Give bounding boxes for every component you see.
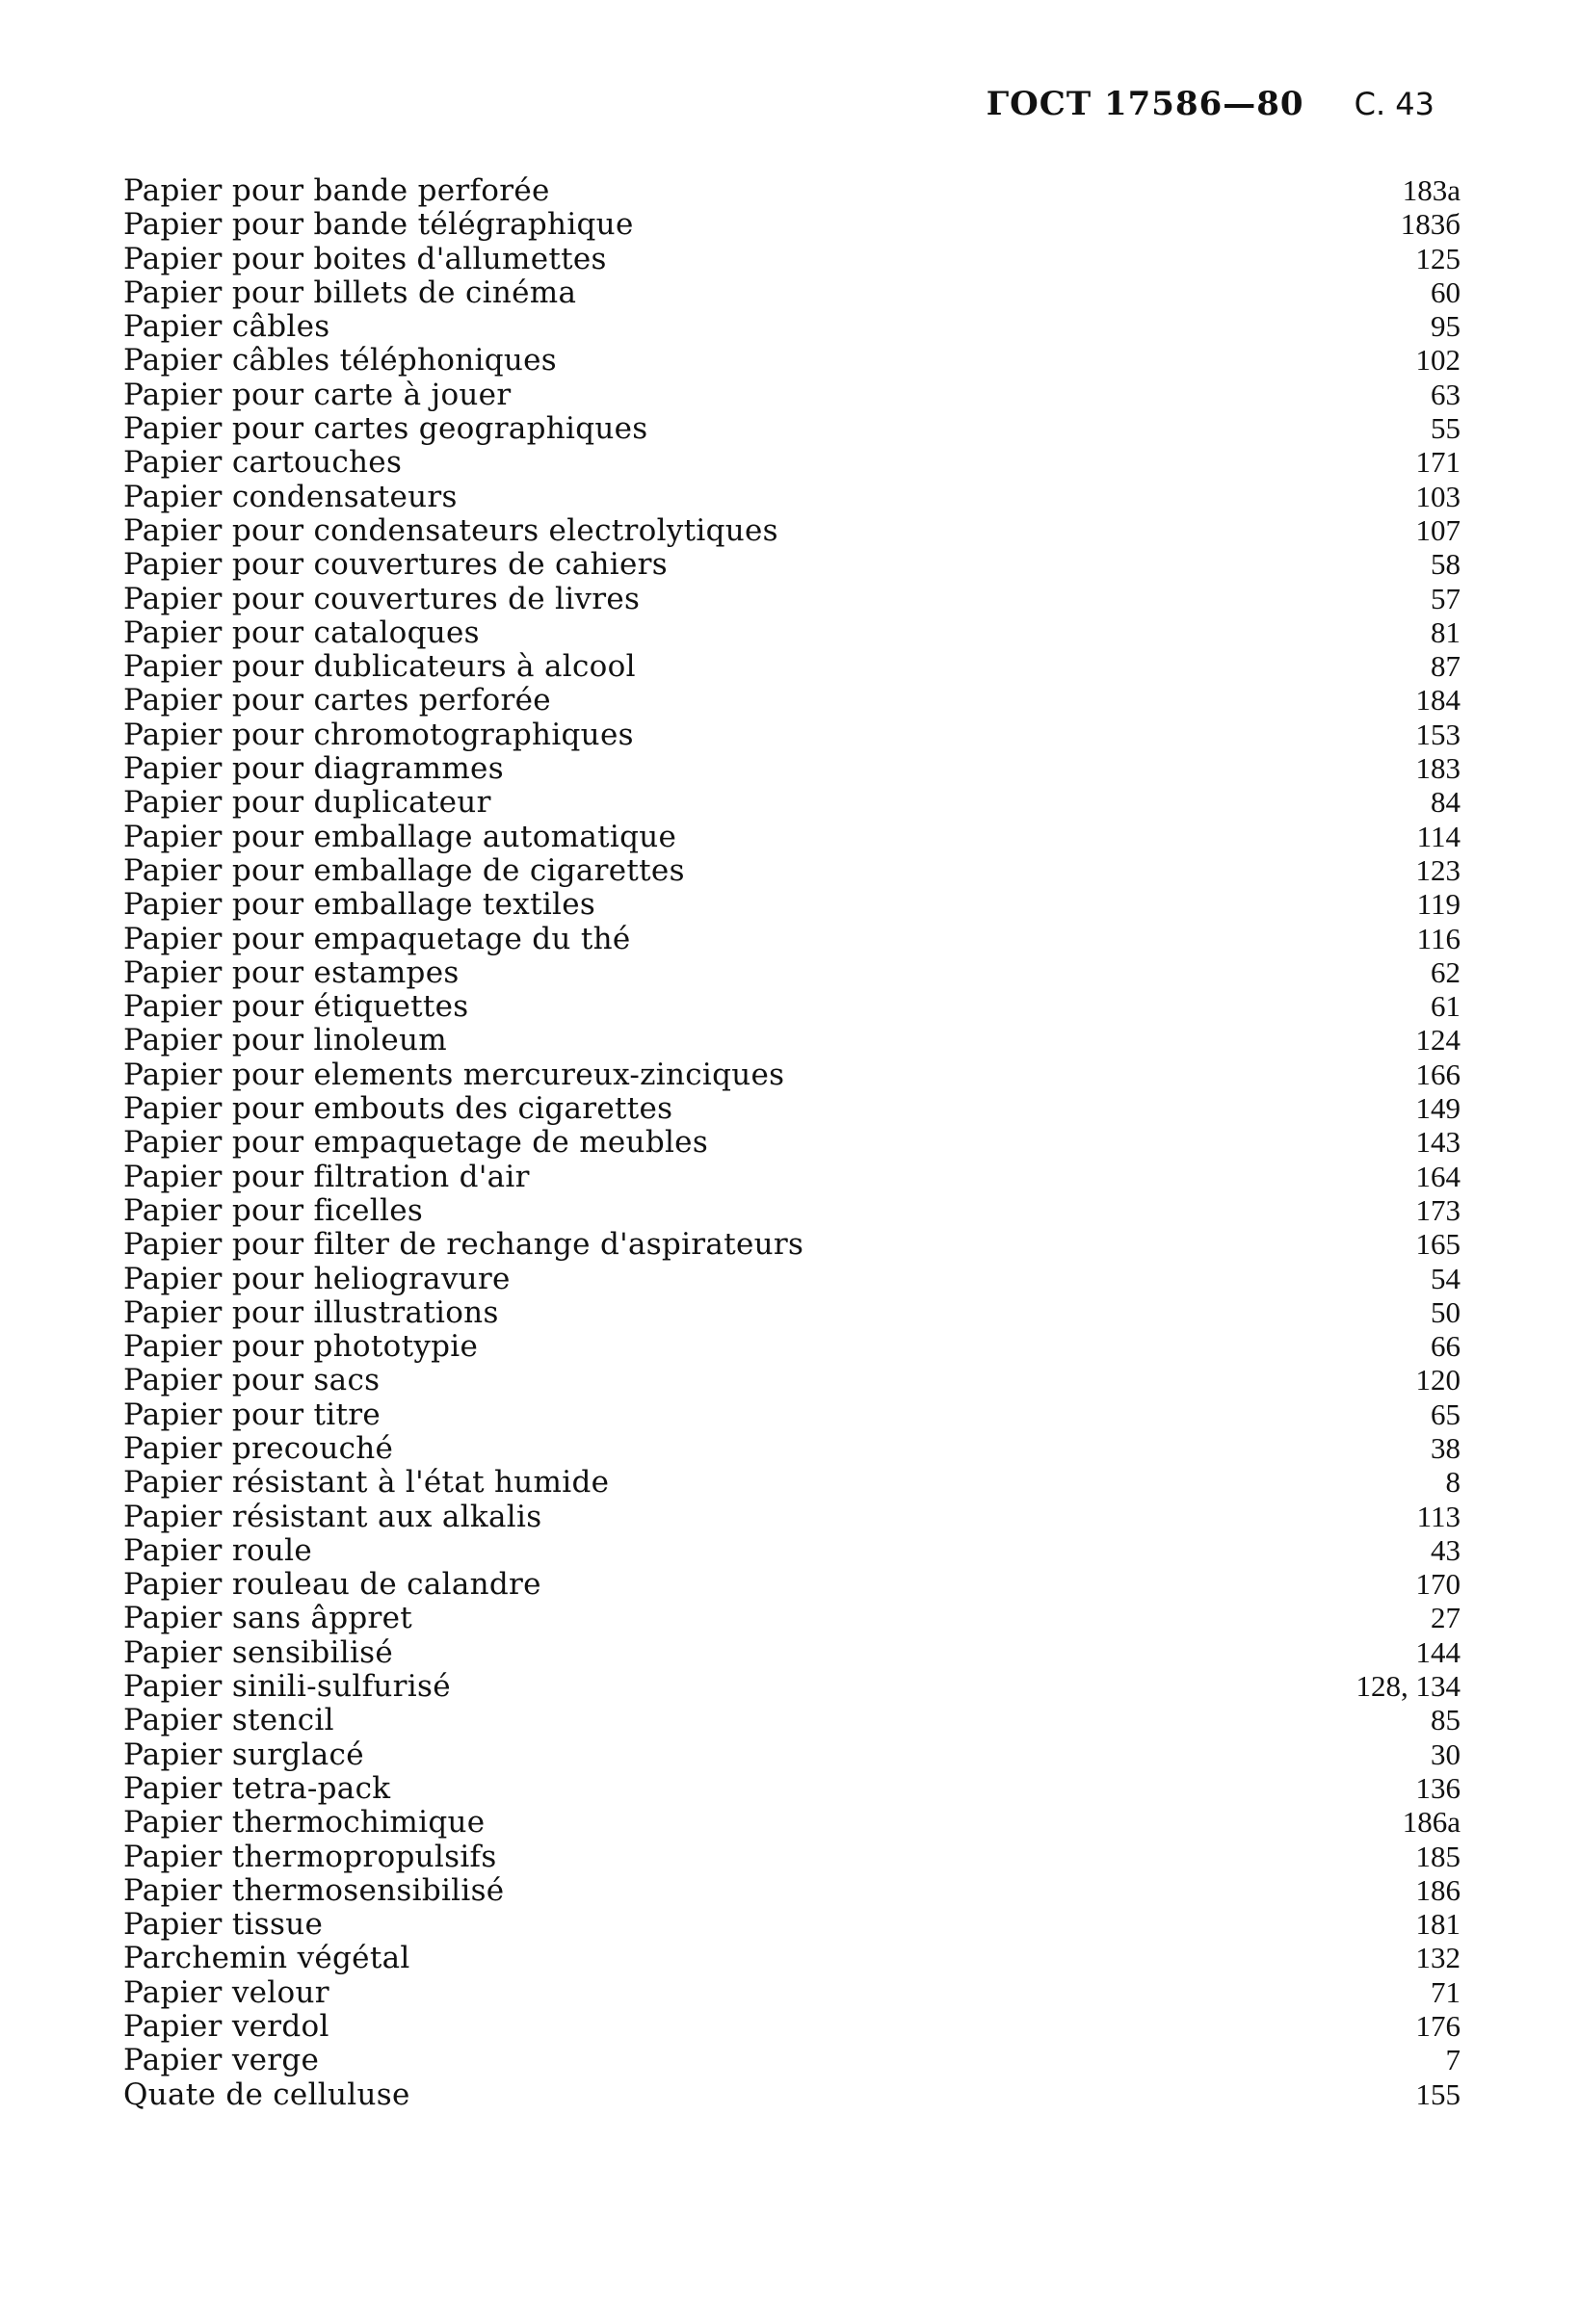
index-entry	[123, 1669, 1461, 1703]
index-entry	[123, 1431, 1461, 1465]
index-term: Papier pour étiquettes	[123, 989, 469, 1025]
index-reference-number: 85	[1431, 1703, 1461, 1737]
index-reference-number: 124	[1415, 1023, 1461, 1058]
index-entry	[123, 649, 1461, 683]
index-term: Papier câbles	[123, 309, 330, 345]
index-reference-number: 50	[1431, 1294, 1461, 1329]
index-term: Papier thermosensibilisé	[123, 1872, 505, 1908]
index-term: Papier pour couvertures de cahiers	[123, 547, 668, 583]
index-term: Papier sans âppret	[123, 1601, 413, 1636]
index-reference-number: 153	[1415, 717, 1461, 751]
index-entry	[123, 582, 1461, 615]
index-reference-number: 181	[1415, 1907, 1461, 1942]
index-entry	[123, 853, 1461, 887]
index-reference-number: 173	[1415, 1192, 1461, 1227]
index-term: Papier velour	[123, 1974, 329, 2010]
index-term: Papier thermochimique	[123, 1805, 486, 1841]
index-term: Papier pour phototypie	[123, 1329, 479, 1365]
index-term: Papier résistant aux alkalis	[123, 1499, 542, 1534]
index-term: Papier pour couvertures de livres	[123, 581, 641, 616]
index-entry	[123, 1601, 1461, 1634]
index-term: Papier tetra-pack	[123, 1770, 391, 1806]
index-reference-number: 62	[1431, 954, 1461, 989]
index-reference-number: 120	[1415, 1363, 1461, 1397]
index-reference-number: 185	[1415, 1839, 1461, 1873]
index-reference-number: 8	[1445, 1465, 1461, 1500]
index-entry	[123, 887, 1461, 921]
index-term: Papier pour elements mercureux-zinciques	[123, 1057, 785, 1092]
index-term: Papier pour billets de cinéma	[123, 274, 577, 310]
index-entry	[123, 1907, 1461, 1941]
index-entry	[123, 411, 1461, 445]
index-term: Papier pour condensateurs electrolytiques	[123, 512, 778, 548]
index-reference-number: 144	[1415, 1634, 1461, 1669]
index-term: Papier pour heliogravure	[123, 1261, 511, 1296]
index-term: Papier pour filter de rechange d'aspirateurs	[123, 1227, 804, 1263]
index-reference-number: 30	[1431, 1736, 1461, 1771]
index-entry	[123, 1873, 1461, 1907]
index-term: Papier thermopropulsifs	[123, 1839, 497, 1874]
index-entry	[123, 1805, 1461, 1839]
index-term: Papier câbles téléphoniques	[123, 343, 558, 379]
index-term: Papier pour duplicateur	[123, 785, 491, 821]
index-entry	[123, 513, 1461, 547]
index-term: Parchemin végétal	[123, 1941, 410, 1976]
index-term: Papier verge	[123, 2043, 320, 2078]
index-reference-number: 55	[1431, 411, 1461, 446]
standard-number: ГОСТ 17586—80	[986, 85, 1304, 123]
index-entry	[123, 922, 1461, 955]
index-reference-number: 184	[1415, 683, 1461, 718]
index-entry	[123, 309, 1461, 343]
index-entry	[123, 2009, 1461, 2043]
index-term: Quate de celluluse	[123, 2076, 410, 2112]
index-term: Papier pour sacs	[123, 1363, 381, 1398]
index-entry	[123, 615, 1461, 649]
index-term: Papier pour titre	[123, 1397, 381, 1432]
index-reference-number: 113	[1416, 1499, 1461, 1533]
index-entry	[123, 480, 1461, 513]
page-header	[987, 85, 1434, 123]
index-term: Papier pour embouts des cigarettes	[123, 1091, 673, 1127]
index-reference-number: 136	[1415, 1770, 1461, 1805]
index-reference-number: 186	[1415, 1872, 1461, 1907]
index-term: Papier pour carte à jouer	[123, 377, 512, 412]
index-term: Papier stencil	[123, 1703, 334, 1738]
index-term: Papier surglacé	[123, 1736, 364, 1772]
index-reference-number: 166	[1415, 1057, 1461, 1091]
index-entry	[123, 275, 1461, 309]
index-term: Papier pour illustrations	[123, 1294, 499, 1330]
index-term: Papier résistant à l'état humide	[123, 1465, 610, 1501]
index-term: Papier pour cartes perforée	[123, 683, 551, 718]
index-reference-number: 102	[1415, 343, 1461, 378]
index-entry	[123, 1397, 1461, 1431]
index-reference-number: 60	[1431, 274, 1461, 309]
index-term: Papier condensateurs	[123, 479, 458, 514]
index-reference-number: 63	[1431, 377, 1461, 411]
index-entry	[123, 751, 1461, 785]
index-reference-number: 116	[1416, 921, 1461, 955]
index-entry	[123, 955, 1461, 989]
index-reference-number: 171	[1415, 445, 1461, 480]
index-term: Papier pour linoleum	[123, 1023, 447, 1058]
index-entry	[123, 1533, 1461, 1567]
page-number: С. 43	[1354, 86, 1434, 122]
index-entry	[123, 547, 1461, 581]
index-term: Papier pour cataloques	[123, 614, 480, 650]
index-reference-number: 183	[1415, 751, 1461, 786]
index-reference-number: 143	[1415, 1125, 1461, 1160]
index-reference-number: 176	[1415, 2009, 1461, 2044]
index-reference-number: 123	[1415, 852, 1461, 887]
index-reference-number: 58	[1431, 547, 1461, 582]
index-term: Papier pour bande télégraphique	[123, 207, 634, 243]
index-reference-number: 81	[1431, 614, 1461, 649]
index-reference-number: 132	[1415, 1941, 1461, 1975]
index-entry	[123, 207, 1461, 241]
index-reference-number: 65	[1431, 1397, 1461, 1431]
index-entry	[123, 1295, 1461, 1329]
index-entry	[123, 173, 1461, 207]
index-term: Papier pour diagrammes	[123, 751, 504, 787]
index-reference-number: 114	[1416, 819, 1461, 853]
index-reference-number: 61	[1431, 989, 1461, 1024]
index-reference-number: 119	[1416, 887, 1461, 922]
index-term: Papier verdol	[123, 2009, 329, 2045]
index-reference-number: 95	[1431, 309, 1461, 344]
index-entry	[123, 1771, 1461, 1805]
index-term: Papier pour emballage automatique	[123, 819, 677, 854]
index-entry	[123, 1329, 1461, 1363]
index-term: Papier cartouches	[123, 445, 403, 481]
index-entry	[123, 683, 1461, 717]
index-entry	[123, 1125, 1461, 1159]
index-term: Papier tissue	[123, 1907, 324, 1943]
index-entry	[123, 1703, 1461, 1736]
index-entry	[123, 1941, 1461, 1974]
index-entry	[123, 1635, 1461, 1669]
index-reference-number: 84	[1431, 785, 1461, 820]
index-entry	[123, 1363, 1461, 1397]
index-entry	[123, 1091, 1461, 1125]
index-term: Papier pour empaquetage de meubles	[123, 1125, 709, 1161]
index-entry	[123, 1193, 1461, 1227]
index-term: Papier pour emballage textiles	[123, 887, 596, 923]
index-term: Papier precouché	[123, 1430, 394, 1466]
index-entry	[123, 1500, 1461, 1533]
index-term: Papier pour emballage de cigarettes	[123, 852, 685, 888]
index-term: Papier pour chromotographiques	[123, 717, 634, 752]
index-reference-number: 43	[1431, 1532, 1461, 1567]
term-index-list	[123, 173, 1461, 2111]
index-reference-number: 87	[1431, 649, 1461, 684]
index-reference-number: 183б	[1400, 207, 1461, 242]
index-term: Papier pour cartes geographiques	[123, 411, 648, 447]
index-entry	[123, 1023, 1461, 1057]
index-reference-number: 71	[1431, 1974, 1461, 2009]
index-entry	[123, 242, 1461, 275]
index-reference-number: 38	[1431, 1430, 1461, 1465]
index-reference-number: 165	[1415, 1227, 1461, 1262]
index-reference-number: 164	[1415, 1159, 1461, 1193]
index-term: Papier pour boites d'allumettes	[123, 241, 607, 276]
index-term: Papier pour dublicateurs à alcool	[123, 649, 636, 685]
index-term: Papier rouleau de calandre	[123, 1567, 541, 1603]
index-entry	[123, 1465, 1461, 1499]
index-entry	[123, 1737, 1461, 1771]
index-reference-number: 183a	[1402, 173, 1461, 207]
index-reference-number: 107	[1415, 512, 1461, 547]
index-reference-number: 186a	[1402, 1805, 1461, 1840]
index-entry	[123, 1567, 1461, 1601]
index-entry	[123, 343, 1461, 377]
index-entry	[123, 378, 1461, 411]
index-reference-number: 57	[1431, 581, 1461, 615]
index-reference-number: 128, 134	[1355, 1669, 1461, 1704]
index-term: Papier pour empaquetage du thé	[123, 921, 631, 956]
index-entry	[123, 2077, 1461, 2111]
index-entry	[123, 2043, 1461, 2076]
index-entry	[123, 1840, 1461, 1873]
index-entry	[123, 1160, 1461, 1193]
index-reference-number: 103	[1415, 479, 1461, 513]
index-reference-number: 54	[1431, 1261, 1461, 1295]
index-reference-number: 170	[1415, 1567, 1461, 1602]
index-entry	[123, 1058, 1461, 1091]
index-entry	[123, 1975, 1461, 2009]
index-entry	[123, 820, 1461, 853]
index-term: Papier roule	[123, 1532, 313, 1568]
index-term: Papier sinili-sulfurisé	[123, 1669, 451, 1705]
index-term: Papier pour estampes	[123, 954, 460, 990]
index-reference-number: 66	[1431, 1329, 1461, 1364]
index-entry	[123, 1227, 1461, 1261]
index-entry	[123, 445, 1461, 479]
index-reference-number: 7	[1445, 2043, 1461, 2077]
index-entry	[123, 785, 1461, 819]
index-term: Papier pour filtration d'air	[123, 1159, 530, 1194]
index-reference-number: 125	[1415, 241, 1461, 275]
index-term: Papier sensibilisé	[123, 1634, 394, 1670]
index-entry	[123, 718, 1461, 751]
index-term: Papier pour bande perforée	[123, 173, 550, 208]
index-reference-number: 155	[1415, 2076, 1461, 2111]
index-term: Papier pour ficelles	[123, 1192, 424, 1228]
index-entry	[123, 989, 1461, 1023]
index-reference-number: 27	[1431, 1601, 1461, 1635]
index-reference-number: 149	[1415, 1091, 1461, 1126]
index-entry	[123, 1262, 1461, 1295]
